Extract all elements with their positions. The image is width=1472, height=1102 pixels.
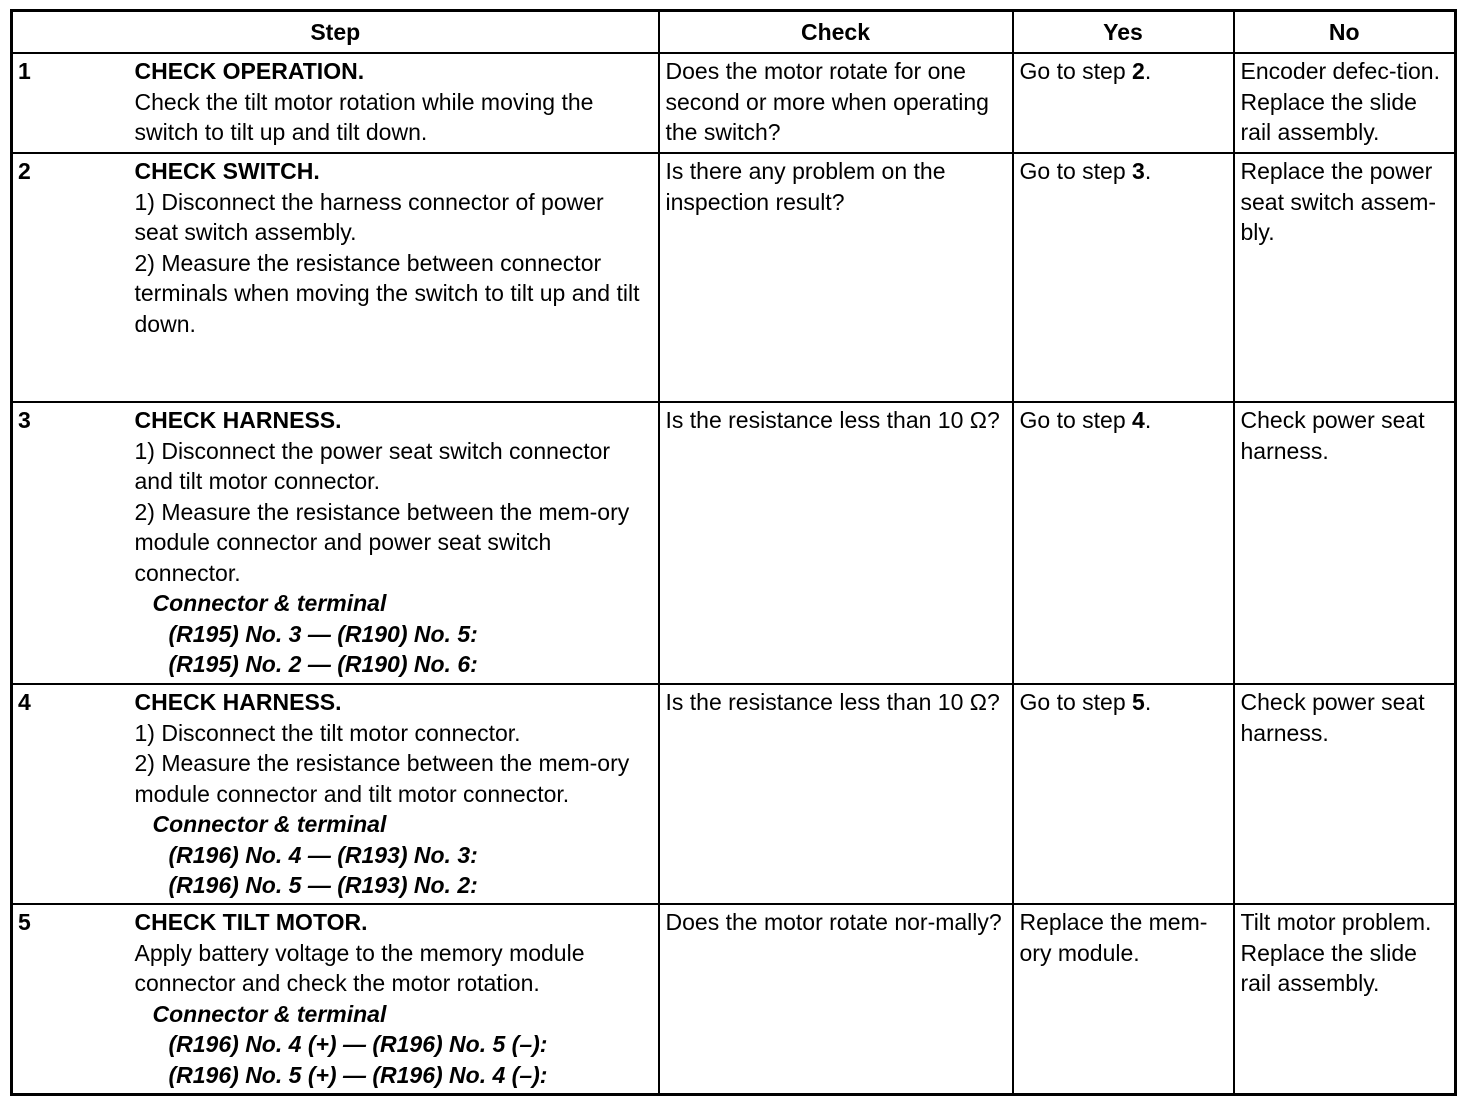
yes-text: Go to step bbox=[1019, 689, 1133, 715]
step-title: CHECK TILT MOTOR. bbox=[134, 909, 368, 935]
yes-cell bbox=[1013, 153, 1234, 402]
check-cell: Does the motor rotate for one second or more when operating the switch? bbox=[659, 53, 1013, 153]
yes-suffix: . bbox=[1144, 407, 1152, 433]
step-number: 4 bbox=[12, 684, 135, 904]
step-instruction: Check the tilt motor rotation while moving the switch to tilt up and tilt down. bbox=[134, 88, 594, 145]
yes-text: Go to step bbox=[1019, 407, 1133, 433]
step-number: 1 bbox=[12, 53, 135, 153]
step-title: CHECK SWITCH. bbox=[134, 158, 320, 184]
step-reference: 3 bbox=[1132, 158, 1145, 184]
step-title: CHECK OPERATION. bbox=[134, 58, 365, 84]
header-yes: Yes bbox=[1013, 11, 1234, 54]
no-cell: Encoder defec-tion. Replace the slide rail assembly. bbox=[1234, 53, 1456, 153]
header-no: No bbox=[1234, 11, 1456, 54]
step-instruction: 1) Disconnect the power seat switch connector and tilt motor connector. bbox=[134, 437, 611, 494]
step-cell bbox=[135, 684, 659, 904]
step-instruction: Apply battery voltage to the memory module connector and check the motor rotation. bbox=[134, 939, 585, 996]
yes-cell bbox=[1013, 402, 1234, 684]
step-instruction: 2) Measure the resistance between the mem-ory module connector and tilt motor connector. bbox=[134, 750, 630, 807]
yes-cell: Replace the mem-ory module. bbox=[1013, 904, 1234, 1095]
table-row bbox=[12, 402, 1456, 684]
table-row bbox=[12, 904, 1456, 1095]
header-check: Check bbox=[659, 11, 1013, 54]
connector-terminal: (R195) No. 3 — (R190) No. 5: bbox=[168, 620, 478, 647]
check-cell: Is the resistance less than 10 Ω? bbox=[659, 402, 1013, 684]
connector-heading: Connector & terminal bbox=[152, 590, 387, 616]
step-title: CHECK HARNESS. bbox=[134, 689, 342, 715]
step-cell bbox=[135, 153, 659, 402]
step-cell bbox=[135, 53, 659, 153]
yes-suffix: . bbox=[1144, 158, 1152, 184]
diagnostic-table bbox=[10, 9, 1457, 1096]
no-cell: Tilt motor problem. Replace the slide rail assembly. bbox=[1234, 904, 1456, 1095]
yes-text: Go to step bbox=[1019, 158, 1133, 184]
yes-suffix: . bbox=[1144, 689, 1152, 715]
yes-cell bbox=[1013, 53, 1234, 153]
step-instruction: 2) Measure the resistance between the mem-ory module connector and power seat switch connector. bbox=[134, 498, 630, 586]
step-reference: 5 bbox=[1132, 689, 1145, 715]
connector-heading: Connector & terminal bbox=[152, 1000, 387, 1027]
check-cell: Does the motor rotate nor-mally? bbox=[659, 904, 1013, 1095]
header-step: Step bbox=[12, 11, 659, 54]
yes-cell bbox=[1013, 684, 1234, 904]
step-instruction: 2) Measure the resistance between connector terminals when moving the switch to tilt up and tilt down. bbox=[134, 249, 640, 337]
step-title: CHECK HARNESS. bbox=[134, 407, 342, 433]
step-cell bbox=[135, 402, 659, 684]
connector-heading: Connector & terminal bbox=[152, 811, 387, 837]
step-instruction: 1) Disconnect the harness connector of power seat switch assembly. bbox=[134, 188, 604, 245]
step-cell bbox=[135, 904, 659, 1095]
connector-terminal: (R196) No. 4 — (R193) No. 3: bbox=[168, 841, 478, 868]
check-cell: Is there any problem on the inspection result? bbox=[659, 153, 1013, 402]
no-cell: Check power seat harness. bbox=[1234, 402, 1456, 684]
header-row bbox=[12, 11, 1456, 54]
step-number: 5 bbox=[12, 904, 135, 1095]
yes-suffix: . bbox=[1144, 58, 1152, 84]
yes-text: Go to step bbox=[1019, 58, 1133, 84]
step-reference: 2 bbox=[1132, 58, 1145, 84]
step-number: 2 bbox=[12, 153, 135, 402]
table-row bbox=[12, 153, 1456, 402]
step-number: 3 bbox=[12, 402, 135, 684]
step-reference: 4 bbox=[1132, 407, 1145, 433]
check-cell: Is the resistance less than 10 Ω? bbox=[659, 684, 1013, 904]
diagnostic-table-container bbox=[10, 9, 1454, 1096]
step-instruction: 1) Disconnect the tilt motor connector. bbox=[134, 719, 521, 746]
no-cell: Check power seat harness. bbox=[1234, 684, 1456, 904]
connector-terminal: (R195) No. 2 — (R190) No. 6: bbox=[168, 651, 478, 677]
no-cell: Replace the power seat switch assem-bly. bbox=[1234, 153, 1456, 402]
connector-terminal: (R196) No. 5 (+) — (R196) No. 4 (–): bbox=[168, 1061, 548, 1088]
connector-terminal: (R196) No. 4 (+) — (R196) No. 5 (–): bbox=[168, 1031, 548, 1057]
table-row bbox=[12, 53, 1456, 153]
connector-terminal: (R196) No. 5 — (R193) No. 2: bbox=[168, 872, 478, 898]
table-row bbox=[12, 684, 1456, 904]
